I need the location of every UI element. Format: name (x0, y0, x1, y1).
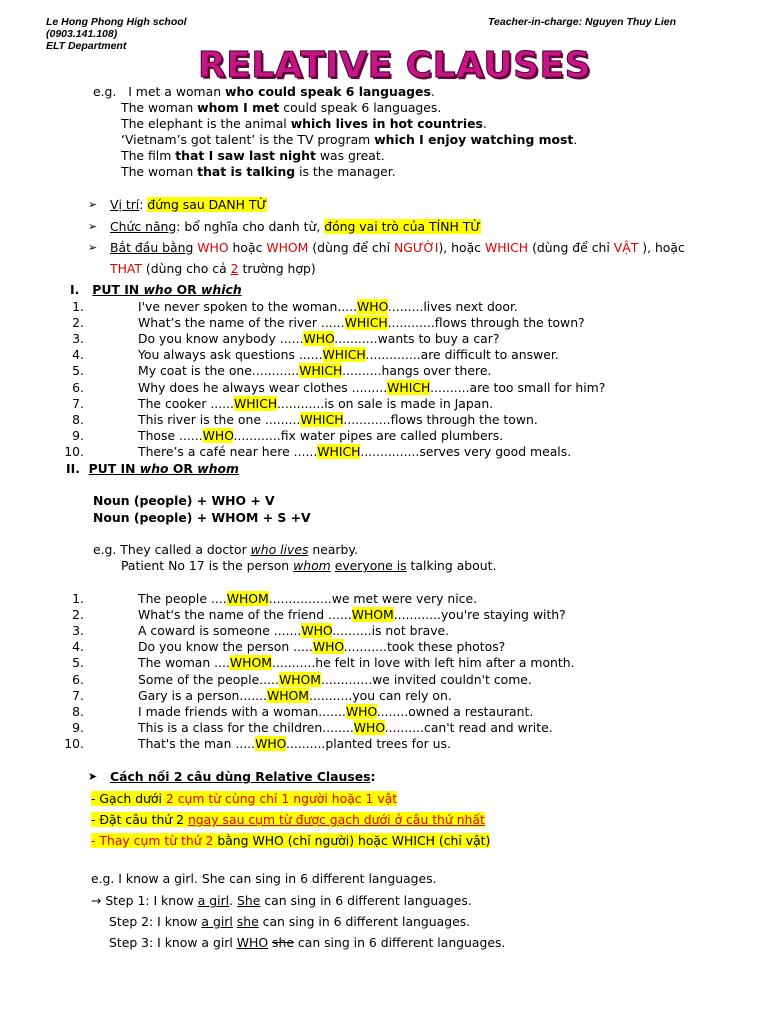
item-text: Some of the people.....WHOM.............we invited couldn't come. (138, 671, 532, 687)
answer-highlight: WHICH (299, 363, 343, 379)
item-text: This is a class for the children........WHO..........can't read and write. (138, 719, 553, 735)
item-text: A coward is someone .......WHO..........is not brave. (138, 623, 450, 639)
item-number: 9. (72, 719, 84, 735)
school-phone: (0903.141.108) (46, 28, 118, 40)
item-text: My coat is the one............WHICH..........hangs over there. (138, 363, 492, 379)
answer-highlight: WHO (255, 735, 286, 751)
item-text: What’s the name of the river ......WHICH............flows through the town? (138, 315, 585, 331)
answer-highlight: WHO (353, 719, 385, 735)
example-5: The film that I saw last night was great. (121, 148, 385, 163)
exercise-item (62, 444, 571, 460)
rule-start: ➢ Bắt đầu bằng WHO hoặc WHOM (dùng để chỉ NGƯỜI), hoặc WHICH (dùng để chỉ VẬT ), hoặc (88, 240, 685, 255)
teacher-in-charge: Teacher-in-charge: Nguyen Thuy Lien (488, 16, 677, 28)
item-number: 5. (72, 363, 84, 379)
answer-highlight: WHOM (351, 607, 394, 623)
section-2-example-1: e.g. They called a doctor who lives nearby. (93, 542, 358, 557)
answer-highlight: WHICH (317, 443, 361, 459)
item-number: 8. (72, 703, 84, 719)
joining-step-2: Step 2: I know a girl she can sing in 6 different languages. (109, 914, 471, 929)
item-number: 3. (72, 331, 84, 347)
arrowhead-bullet-icon: ➤ (88, 770, 98, 783)
answer-highlight: WHOM (226, 591, 269, 606)
item-text: The woman ....WHOM...........he felt in love with left him after a month. (138, 655, 575, 671)
answer-highlight: WHICH (233, 395, 277, 411)
arrowhead-bullet-icon: ➢ (88, 220, 98, 233)
item-number: 6. (72, 379, 84, 395)
answer-highlight: WHOM (278, 671, 321, 687)
item-text: This river is the one .........WHICH............flows through the town. (138, 411, 538, 427)
item-text: Do you know the person .....WHO...........took these photos? (138, 639, 506, 655)
exercise-item (62, 363, 491, 379)
section-2-heading: II. PUT IN who OR whom (66, 461, 239, 476)
example-4: ‘Vietnam’s got talent’ is the TV program which I enjoy watching most. (121, 132, 578, 147)
arrowhead-bullet-icon: ➢ (88, 241, 98, 254)
joining-heading: ➤ Cách nối 2 câu dùng Relative Clauses: (88, 769, 376, 784)
item-text: Do you know anybody ......WHO...........wants to buy a car? (138, 331, 500, 347)
item-number: 7. (72, 395, 84, 411)
exercise-item (62, 412, 538, 428)
exercise-item (62, 299, 518, 315)
item-text: I've never spoken to the woman.....WHO.........lives next door. (138, 299, 518, 314)
section-1-heading: I. PUT IN who OR which (70, 282, 242, 297)
joining-step-1: → Step 1: I know a girl. She can sing in 6 different languages. (91, 893, 472, 908)
item-text: There’s a café near here ......WHICH...............serves very good meals. (138, 443, 572, 459)
joining-step-3: Step 3: I know a girl WHO she can sing in 6 different languages. (109, 935, 506, 950)
page-title: RELATIVE CLAUSES (198, 45, 592, 86)
item-number: 2. (72, 607, 84, 623)
exercise-item (62, 396, 493, 412)
exercise-item (62, 315, 585, 331)
joining-step-rule-3: - Thay cụm từ thứ 2 bằng WHO (chỉ người) hoặc WHICH (chỉ vật) (91, 833, 491, 848)
exercise-item (62, 347, 559, 363)
rule-start-cont: THAT (dùng cho cả 2 trường hợp) (110, 261, 316, 276)
item-number: 4. (72, 347, 84, 363)
joining-step-rule-1: - Gạch dưới 2 cụm từ cùng chỉ 1 người hoặc 1 vật (91, 791, 398, 806)
item-text: That's the man .....WHO..........planted trees for us. (138, 735, 451, 751)
item-number: 8. (72, 411, 84, 427)
school-name: Le Hong Phong High school (46, 16, 187, 28)
exercise-item (62, 607, 566, 623)
item-text: What's the name of the friend ......WHOM............you're staying with? (138, 607, 566, 623)
example-6: The woman that is talking is the manager. (121, 164, 396, 179)
item-text: You always ask questions ......WHICH..............are difficult to answer. (138, 347, 559, 363)
item-number: 10. (64, 735, 84, 751)
answer-highlight: WHO (202, 427, 234, 443)
item-number: 5. (72, 655, 84, 671)
exercise-item (62, 688, 452, 704)
answer-highlight: WHO (357, 299, 388, 314)
item-text: The people ....WHOM................we met were very nice. (138, 591, 478, 606)
item-text: Those ......WHO............fix water pipes are called plumbers. (138, 427, 504, 443)
example-2: The woman whom I met could speak 6 languages. (121, 100, 442, 115)
department: ELT Department (46, 40, 127, 52)
answer-highlight: WHOM (266, 687, 309, 703)
exercise-item (62, 623, 449, 639)
example-3: The elephant is the animal which lives in hot countries. (121, 116, 487, 131)
answer-highlight: WHICH (300, 411, 344, 427)
answer-highlight: WHO (301, 623, 333, 639)
item-number: 1. (72, 299, 84, 314)
item-number: 9. (72, 427, 84, 443)
rule-position: ➢ Vị trí: đứng sau DANH TỪ (88, 197, 268, 212)
arrowhead-bullet-icon: ➢ (88, 198, 98, 211)
answer-highlight: WHO (303, 331, 335, 347)
item-number: 10. (64, 443, 84, 459)
exercise-item (62, 639, 505, 655)
joining-step-rule-2: - Đặt câu thứ 2 ngay sau cụm từ được gạch dưới ở câu thứ nhất (91, 812, 485, 827)
item-number: 2. (72, 315, 84, 331)
answer-highlight: WHOM (229, 655, 272, 671)
item-text: Gary is a person.......WHOM...........you can rely on. (138, 687, 452, 703)
item-number: 7. (72, 687, 84, 703)
item-number: 3. (72, 623, 84, 639)
exercise-item (62, 655, 575, 671)
item-number: 6. (72, 671, 84, 687)
answer-highlight: WHICH (387, 379, 431, 395)
exercise-item (62, 672, 532, 688)
item-text: The cooker ......WHICH............is on sale is made in Japan. (138, 395, 494, 411)
formula-whom: Noun (people) + WHOM + S +V (93, 510, 311, 525)
item-number: 4. (72, 639, 84, 655)
section-2-example-2: Patient No 17 is the person whom everyone is talking about. (121, 558, 497, 573)
item-text: Why does he always wear clothes .........WHICH..........are too small for him? (138, 379, 606, 395)
formula-who: Noun (people) + WHO + V (93, 493, 275, 508)
answer-highlight: WHO (345, 703, 377, 719)
example-1: e.g. I met a woman who could speak 6 languages. (93, 84, 435, 99)
exercise-item (62, 720, 553, 736)
exercise-item (62, 380, 605, 396)
item-number: 1. (72, 591, 84, 606)
exercise-item (62, 704, 533, 720)
exercise-item (62, 736, 451, 752)
joining-example: e.g. I know a girl. She can sing in 6 different languages. (91, 871, 437, 886)
answer-highlight: WHICH (344, 315, 388, 331)
rule-function: ➢ Chức năng: bổ nghĩa cho danh từ, đóng vai trò của TÍNH TỪ (88, 219, 481, 234)
exercise-item (62, 591, 477, 607)
answer-highlight: WHO (312, 639, 344, 655)
item-text: I made friends with a woman.......WHO........owned a restaurant. (138, 703, 534, 719)
exercise-item (62, 428, 503, 444)
exercise-item (62, 331, 499, 347)
answer-highlight: WHICH (322, 347, 366, 363)
